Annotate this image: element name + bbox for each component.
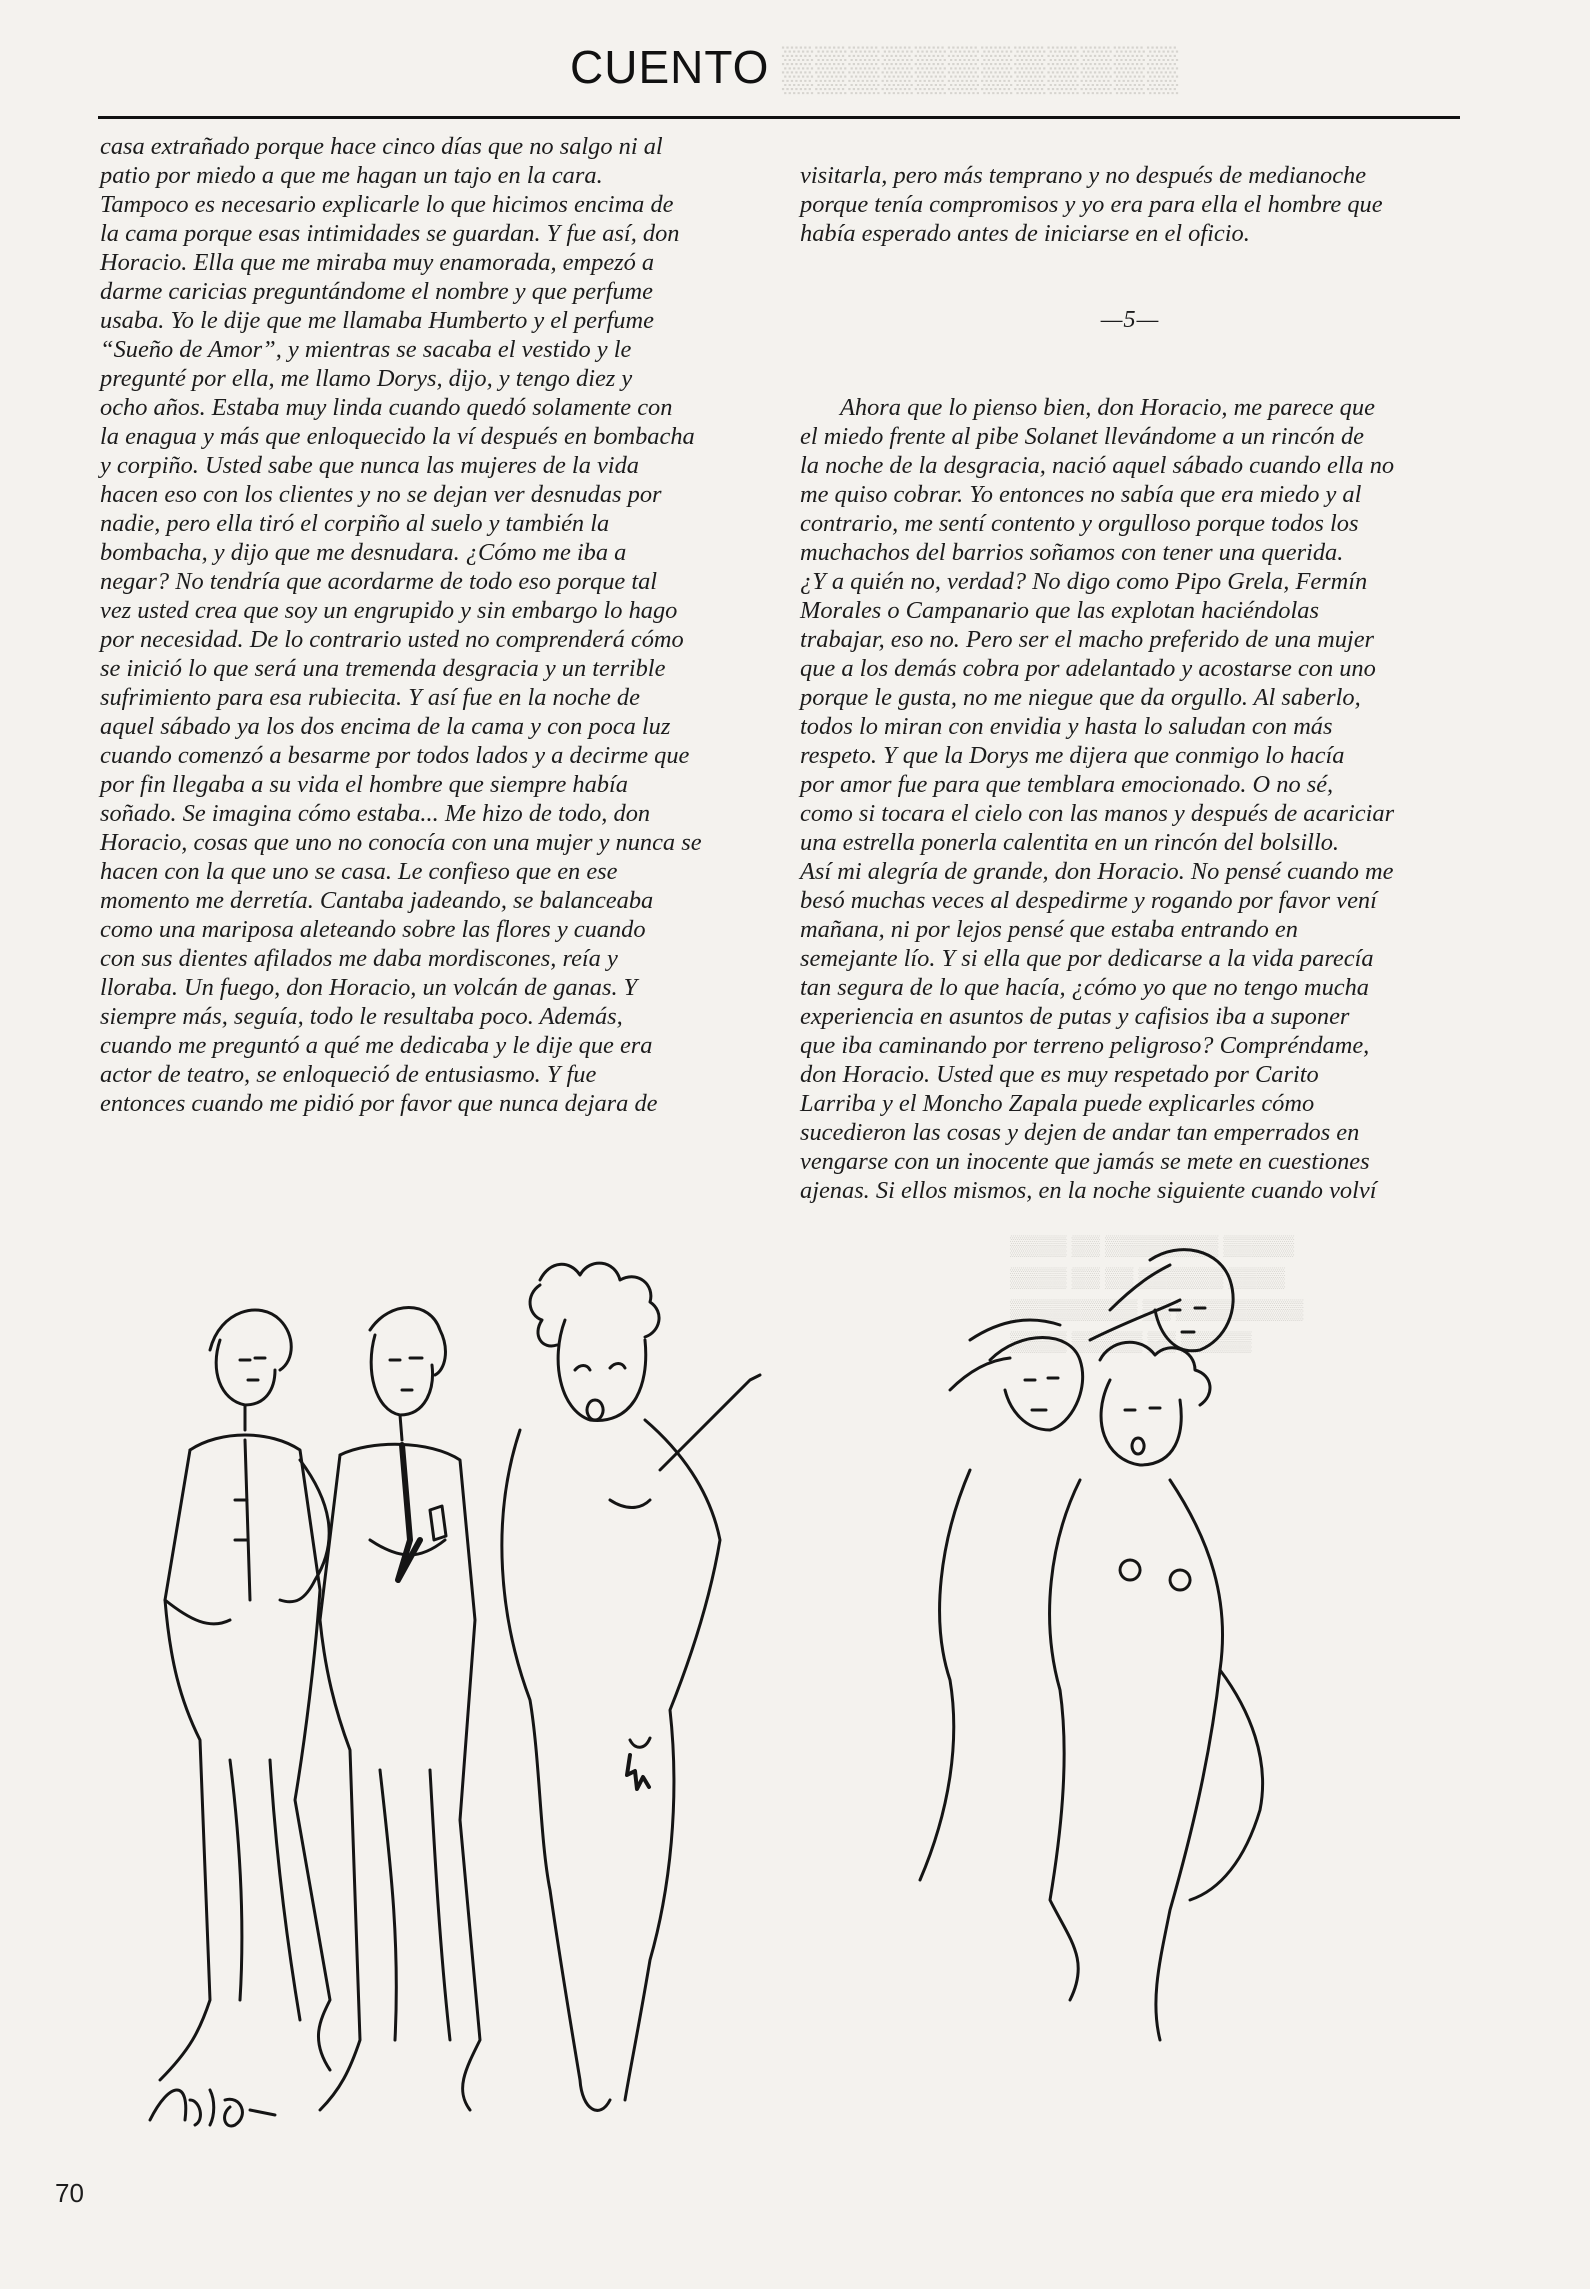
women-group-figure-right [920,1250,1263,2040]
right-column-top-text: visitarla, pero más temprano y no después de medianoche porque tenía compromisos y yo era para ella el hombre que había esperado antes de iniciarse en el oficio. [800,162,1383,247]
man-with-glass-figure [320,1308,480,2111]
page-number: 70 [55,2178,84,2208]
show-through-text: ▒▒▒▒ ▒▒ ▒▒▒▒▒▒▒▒ ▒▒▒▒▒ ▒▒▒▒ ▒▒ ▒▒ ▒▒▒▒▒▒ ▒▒▒▒ ▒▒▒▒▒▒▒▒▒ ▒▒ ▒▒▒▒▒▒▒▒▒ ▒▒▒▒ ▒▒▒▒▒ ▒▒ ▒▒▒▒▒ [1010,1235,1304,1353]
left-column-text: casa extrañado porque hace cinco días que no salgo ni al patio por miedo a que me hagan un tajo en la cara. Tampoco es necesario explicarle lo que hicimos encima de la cama porque esas intimidades se guardan. Y fue así, don Horacio. Ella que me miraba muy enamorada, empezó a darme caricias preguntándome el nombre y que perfume usaba. Yo le dije que me llamaba Humberto y el perfume “Sueño de Amor”, y mientras se sacaba el vestido y le pregunté por ella, me llamo Dorys, dijo, y tengo diez y ocho años. Estaba muy linda cuando quedó solamente con la enagua y más que enloquecido la ví después en bombacha y corpiño. Usted sabe que nunca las mujeres de la vida hacen eso con los clientes y no se dejan ver desnudas por nadie, pero ella tiró el corpiño al suelo y también la bombacha, y dijo que me desnudara. ¿Cómo me iba a negar? No tendría que acordarme de todo eso porque tal vez usted crea que soy un engrupido y sin embargo lo hago por necesidad. De lo contrario usted no comprenderá cómo se inició lo que será una tremenda desgracia y un terrible sufrimiento para esa rubiecita. Y así fue en la noche de aquel sábado ya los dos encima de la cama y con poca luz cuando comenzó a besarme por todos lados y a decirme que por fin llegaba a su vida el hombre que siempre había soñado. Se imagina cómo estaba... Me hizo de todo, don Horacio, cosas que uno no conocía con una mujer y nunca se hacen con la que uno se casa. Le confieso que en ese momento me derretía. Cantaba jadeando, se balanceaba como una mariposa aleteando sobre las flores y cuando con sus dientes afilados me daba mordiscones, reía y lloraba. Un fuego, don Horacio, un volcán de ganas. Y siempre más, seguía, todo le resultaba poco. Además, cuando me preguntó a qué me dedicaba y le dije que era actor de teatro, se enloqueció de entusiasmo. Y fue entonces cuando me pidió por favor que nunca dejara de [100,133,702,1117]
curly-haired-figure-center [502,1263,760,2110]
right-column-text: Ahora que lo pienso bien, don Horacio, me parece que el miedo frente al pibe Solanet llevándome a un rincón de la noche de la desgracia, nació aquel sábado cuando ella no me quiso cobrar. Yo entonces no sabía que era miedo y al contrario, me sentí contento y orgulloso porque todos los muchachos del barrios soñamos con tener una querida. ¿Y a quién no, verdad? No digo como Pipo Grela, Fermín Morales o Campanario que las explotan haciéndolas trabajar, eso no. Pero ser el macho preferido de una mujer que a los demás cobra por adelantado y acostarse con uno porque le gusta, no me niegue que da orgullo. Al saberlo, todos lo miran con envidia y hasta lo saludan con más respeto. Y que la Dorys me dijera que conmigo lo hacía por amor fue para que temblara emocionado. O no sé, como si tocara el cielo con las manos y después de acariciar una estrella ponerla calentita en un rincón del bolsillo. Así mi alegría de grande, don Horacio. No pensé cuando me besó muchas veces al despedirme y rogando por favor vení mañana, ni por lejos pensé que estaba entrando en semejante lío. Y si ella que por dedicarse a la vida parecía tan segura de lo que hacía, ¿cómo yo que no tengo mucha experiencia en asuntos de putas y cafisios iba a suponer que iba caminando por terreno peligroso? Compréndame, don Horacio. Usted que es muy respetado por Carito Larriba y el Moncho Zapala puede explicarles cómo sucedieron las cosas y dejen de andar tan emperrados en vengarse con un inocente que jamás se mete en cuestiones ajenas. Si ellos mismos, en la noche siguiente cuando volví [800,394,1395,1204]
artist-signature [150,2090,275,2126]
line-art-illustration [70,1240,1500,2160]
show-through-heading: ▒▒▒▒▒▒▒▒▒▒▒▒ [780,44,1179,93]
man-in-suit-figure-left [160,1310,330,2080]
section-header-title: CUENTO [570,41,770,93]
header-rule [98,116,1460,119]
right-column [800,132,1460,1234]
chapter-number: —5— [1100,306,1160,333]
